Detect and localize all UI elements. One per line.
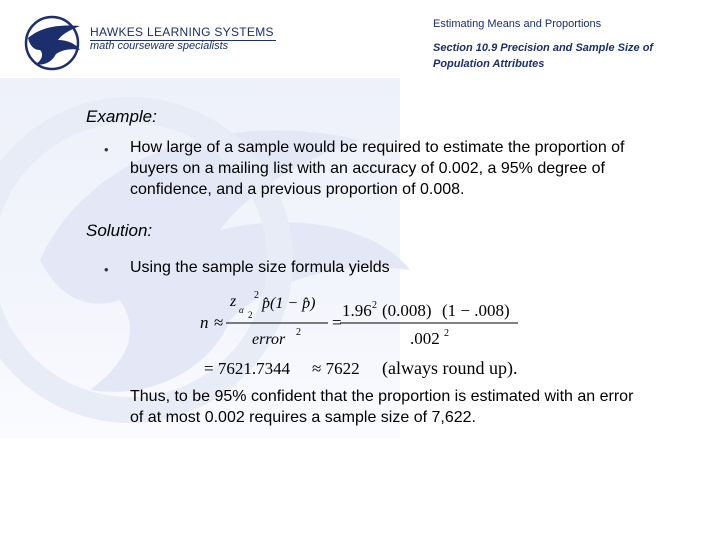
formula-result-rounded: ≈ 7622 (312, 359, 360, 378)
solution-bullet: • (104, 262, 109, 277)
formula-error-value-square: 2 (444, 328, 449, 339)
formula-error-square: 2 (296, 327, 301, 338)
example-heading: Example: (86, 107, 157, 126)
formula-error-value: .002 (410, 329, 440, 348)
formula-z-value-square: 2 (372, 300, 377, 311)
formula-approx: ≈ (214, 313, 224, 332)
brand-tagline: math courseware specialists (90, 40, 229, 52)
formula-z-square: 2 (254, 290, 259, 301)
formula-result-exact: = 7621.7344 (204, 359, 291, 378)
hawkes-logo-icon (22, 14, 84, 72)
formula-q-value: (1 − .008) (442, 301, 510, 320)
formula-p-expression: p̂(1 − p̂) (262, 295, 316, 312)
section-title: Section 10.9 Precision and Sample Size of Population Attributes (433, 42, 654, 70)
solution-intro: Using the sample size formula yields (130, 259, 390, 276)
formula-error: error (252, 331, 286, 348)
formula-round-up-note: (always round up). (382, 358, 518, 378)
formula-p-value: (0.008) (382, 301, 432, 320)
solution-conclusion: Thus, to be 95% confident that the proportion is estimated with an error of at most 0.002 requires a sample size of 7,622. (130, 388, 634, 426)
formula-alpha: α (239, 305, 244, 315)
solution-heading: Solution: (86, 221, 153, 240)
brand-name: HAWKES LEARNING SYSTEMS (90, 25, 274, 39)
formula-alpha-denominator: 2 (248, 310, 253, 320)
formula-n: n (200, 313, 209, 332)
example-bullet: • (104, 142, 109, 157)
formula-equals: = (332, 313, 342, 332)
sample-size-formula (190, 286, 550, 380)
chapter-topic: Estimating Means and Proportions (433, 18, 602, 30)
formula-z: z (230, 293, 237, 310)
example-text: How large of a sample would be required to estimate the proportion of buyers on a mailing list with an accuracy of 0.002, a 95% degree of confidence, and a previous proportion of 0.008. (130, 139, 625, 198)
formula-z-value: 1.96 (342, 301, 372, 320)
